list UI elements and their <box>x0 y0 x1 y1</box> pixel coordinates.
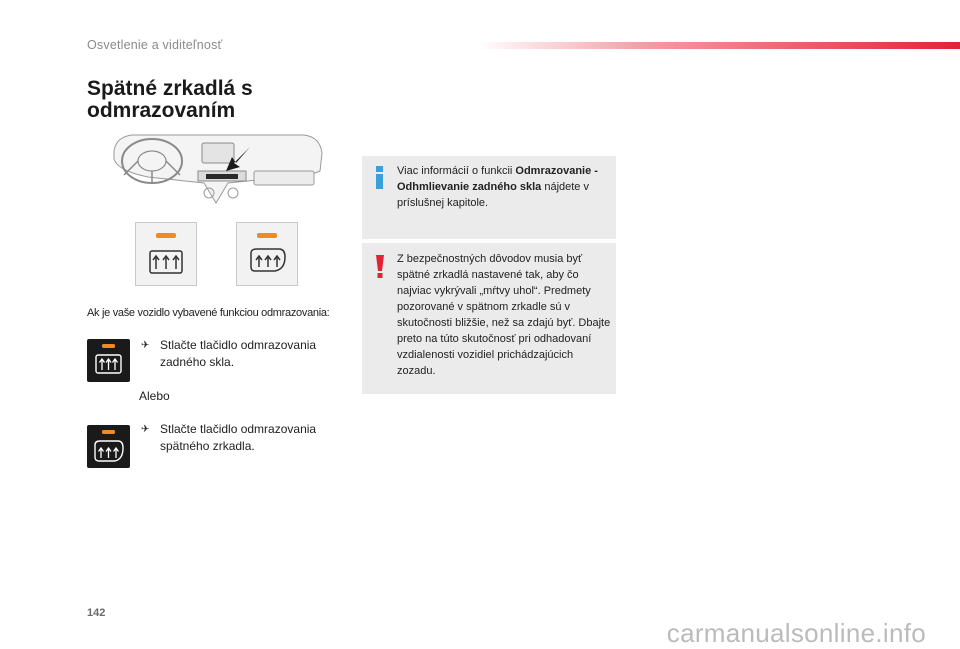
step-text: Stlačte tlačidlo odmrazovania zadného skla. <box>160 338 317 369</box>
info-text <box>397 163 612 211</box>
info-text-bold: Odmrazovanie - Odhmlievanie zadného skla <box>397 165 598 193</box>
bullet-marker: ✈ <box>141 424 150 435</box>
rear-window-defrost-icon <box>87 339 130 382</box>
header-accent-bar <box>478 42 960 49</box>
rear-defrost-button-illustration <box>135 222 197 286</box>
info-text-prefix: Viac informácií o funkcii <box>397 165 516 177</box>
dashboard-illustration <box>108 131 324 209</box>
section-title: Osvetlenie a viditeľnosť <box>87 38 223 52</box>
info-icon <box>372 164 388 190</box>
step-mirror <box>141 421 341 455</box>
bullet-marker: ✈ <box>141 340 150 351</box>
mirror-defrost-button-illustration <box>236 222 298 286</box>
page-title: Spätné zrkadlá s odmrazovaním <box>87 77 253 122</box>
step-text: Stlačte tlačidlo odmrazovania spätného zrkadla. <box>160 422 317 453</box>
warning-icon <box>372 253 388 279</box>
watermark: carmanualsonline.info <box>666 618 926 648</box>
separator-text: Alebo <box>139 389 170 403</box>
page-number: 142 <box>87 607 106 619</box>
warning-text: Z bezpečnostných dôvodov musia byť spätné zrkadlá nastavené tak, aby čo najviac vykrývali „mŕtvy uhol“. Predmety pozorované v spätnom zrkadle sú v skutočnosti bližšie, než sa zdajú byť. Dbajte preto na túto skutočnosť pri odhadovaní vzdialenosti vozidiel prichádzajúcich zozadu. <box>397 253 611 377</box>
intro-text: Ak je vaše vozidlo vybavené funkciou odmrazovania: <box>87 307 330 319</box>
info-text-suffix: nájdete v príslušnej kapitole. <box>397 181 589 209</box>
warning-box <box>362 243 616 394</box>
step-rear-window <box>141 337 341 371</box>
mirror-defrost-icon <box>87 425 130 468</box>
info-box <box>362 156 616 239</box>
